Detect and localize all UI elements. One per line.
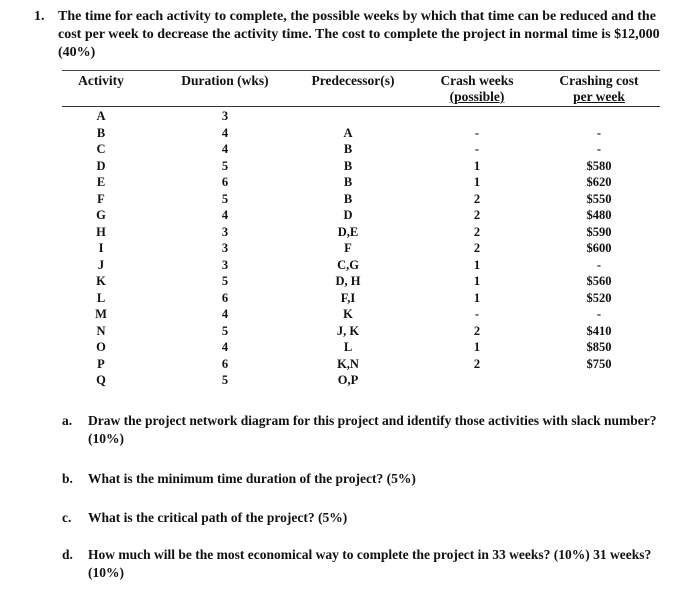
table-row: E 6 B 1 $620: [96, 175, 612, 189]
table-row: A 3: [96, 109, 229, 123]
table-row: L 6 F,I 1 $520: [96, 290, 612, 305]
question-text: The time for each activity to complete, the possible weeks by which that time can be reduced and the cost per week to decrease the activity time. The cost to complete the project in normal time is $12,000 (40%): [58, 9, 660, 60]
table-row: O 4 L 1 $850: [96, 340, 612, 354]
table-row: G 4 D 2 $480: [96, 208, 612, 222]
table-top-rule: [62, 70, 660, 71]
header-activity: Activity: [78, 73, 124, 88]
table-body: [62, 108, 674, 389]
table-row: P 6 K,N 2 $750: [97, 356, 612, 371]
header-predecessors: Predecessor(s): [311, 73, 395, 88]
header-crash-weeks: Crash weeks (possible): [440, 73, 514, 104]
header-duration: Duration (wks): [181, 73, 269, 88]
table-row: F 5 B 2 $550: [97, 191, 612, 206]
table-header-rule: [62, 106, 660, 107]
table-row: Q 5 O,P: [96, 373, 359, 387]
table-row: K 5 D, H 1 $560: [96, 274, 612, 288]
table-row: J 3 C,G 1 -: [97, 257, 602, 272]
table-row: C 4 B - -: [96, 142, 602, 156]
table-row: D 5 B 1 $580: [96, 158, 612, 173]
table-row: M 4 K - -: [95, 307, 602, 321]
table-row: B 4 A - -: [96, 125, 602, 140]
header-crashing-cost: Crashing cost per week: [559, 73, 639, 104]
table-row: H 3 D,E 2 $590: [96, 224, 612, 239]
question-number: 1.: [34, 9, 45, 24]
table-row: I 3 F 2 $600: [98, 241, 612, 255]
table-row: N 5 J, K 2 $410: [96, 323, 612, 338]
